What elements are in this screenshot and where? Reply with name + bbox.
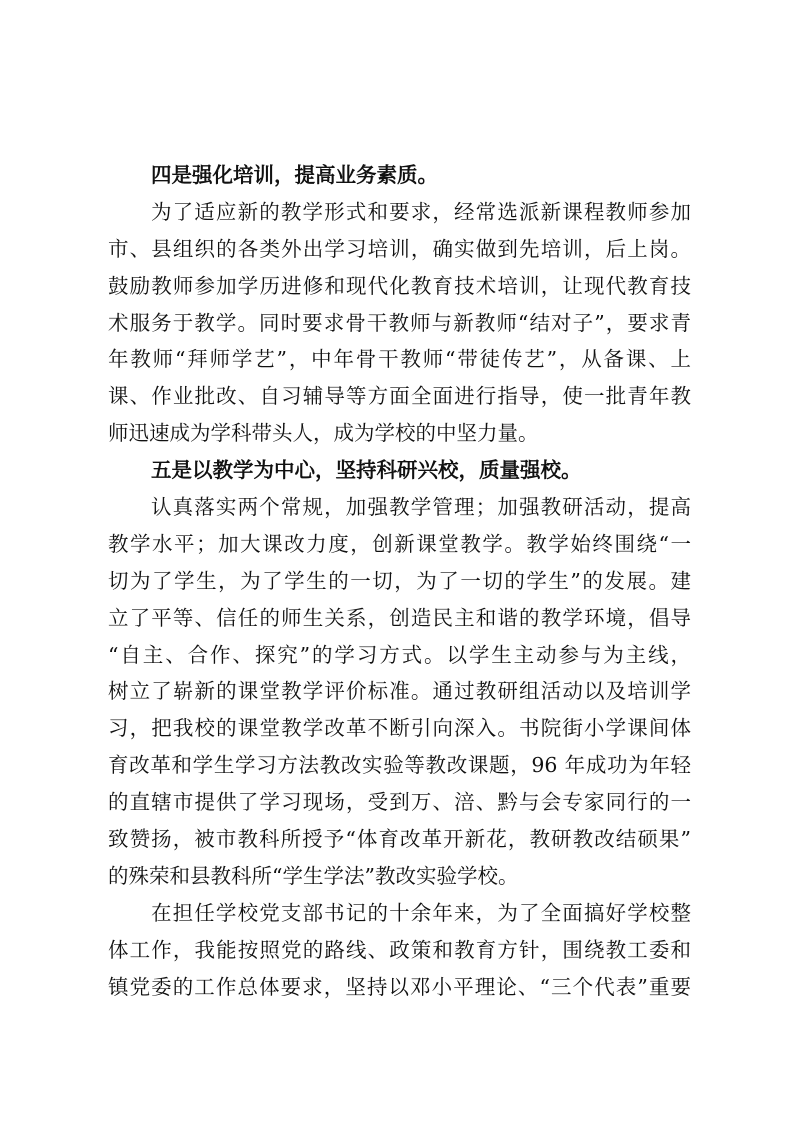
text-line: 习，把我校的课堂教学改革不断引向深入。书院街小学课间体 xyxy=(108,716,691,741)
text-line: 年教师“拜师学艺”，中年骨干教师“带徒传艺”，从备课、上 xyxy=(108,347,691,372)
text-line: 课、作业批改、自习辅导等方面全面进行指导，使一批青年教 xyxy=(108,384,691,409)
text-line: 鼓励教师参加学历进修和现代化教育技术培训，让现代教育技 xyxy=(108,273,691,298)
text-line: 树立了崭新的课堂教学评价标准。通过教研组活动以及培训学 xyxy=(108,679,691,704)
text-line: 师迅速成为学科带头人，成为学校的中坚力量。 xyxy=(108,421,539,446)
text-line: 为了适应新的教学形式和要求，经常选派新课程教师参加 xyxy=(151,199,691,224)
text-line: 认真落实两个常规，加强教学管理；加强教研活动，提高 xyxy=(151,495,691,520)
text-line: 切为了学生，为了学生的一切，为了一切的学生”的发展。建 xyxy=(108,568,691,593)
text-line: 教学水平；加大课改力度，创新课堂教学。教学始终围绕“一 xyxy=(108,531,691,556)
paragraph-party-secretary xyxy=(108,895,691,1006)
paragraph-teaching xyxy=(108,489,691,895)
document-body xyxy=(108,157,691,1005)
text-line: 立了平等、信任的师生关系，创造民主和谐的教学环境，倡导 xyxy=(108,605,691,630)
text-line: 育改革和学生学习方法教改实验等教改课题，96 年成功为年轻 xyxy=(108,753,691,778)
text-line: 的殊荣和县教科所“学生学法”教改实验学校。 xyxy=(108,863,519,888)
section-heading-4: 四是强化培训，提高业务素质。 xyxy=(151,163,438,187)
text-line: 体工作，我能按照党的路线、政策和教育方针，围绕教工委和 xyxy=(108,937,691,962)
text-line: 术服务于教学。同时要求骨干教师与新教师“结对子”，要求青 xyxy=(108,310,691,335)
text-line: 市、县组织的各类外出学习培训，确实做到先培训，后上岗。 xyxy=(108,236,691,261)
text-line: 镇党委的工作总体要求，坚持以邓小平理论、“三个代表”重要 xyxy=(108,974,691,999)
text-line: 在担任学校党支部书记的十余年来，为了全面搞好学校整 xyxy=(151,900,691,925)
text-line: “自主、合作、探究”的学习方式。以学生主动参与为主线， xyxy=(108,642,691,667)
section-heading-5: 五是以教学为中心，坚持科研兴校，质量强校。 xyxy=(151,458,582,483)
text-line: 致赞扬，被市教科所授予“体育改革开新花，教研教改结硕果” xyxy=(108,827,691,852)
text-line: 的直辖市提供了学习现场，受到万、涪、黔与会专家同行的一 xyxy=(108,790,691,815)
paragraph-training xyxy=(108,194,691,452)
